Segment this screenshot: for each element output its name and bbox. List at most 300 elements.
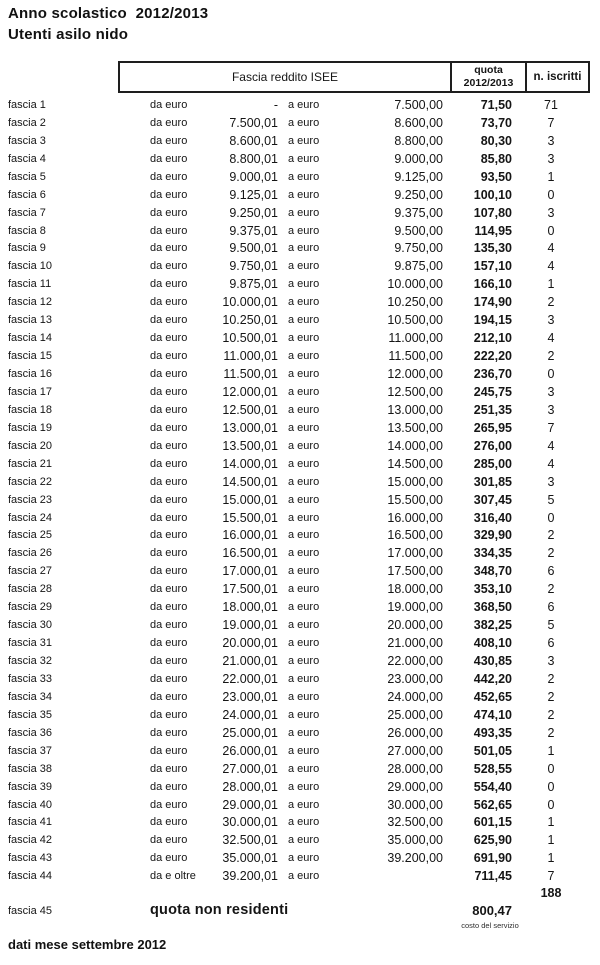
range-to-value: 32.500,00 [387, 815, 443, 830]
range-from-value: 15.000,01 [222, 492, 278, 507]
table-row [0, 222, 600, 240]
quota-value: 501,05 [473, 743, 512, 758]
fascia-label: fascia 12 [8, 296, 53, 309]
range-from-value: 14.000,01 [222, 456, 278, 471]
iscritti-value: 2 [547, 582, 555, 597]
range-from-value: 23.000,01 [222, 689, 278, 704]
range-to-value: 7.500,00 [394, 97, 443, 112]
range-from-value: 15.500,01 [222, 510, 278, 525]
range-from-label: da euro [150, 332, 188, 345]
range-to-value: 15.500,00 [387, 492, 443, 507]
range-to-value: 11.000,00 [388, 331, 443, 346]
range-from-value: 9.000,01 [229, 169, 278, 184]
range-from-value: 22.000,01 [222, 671, 278, 686]
iscritti-value: 4 [547, 456, 555, 471]
range-to-label: a euro [288, 368, 320, 381]
range-to-label: a euro [288, 170, 320, 183]
table-row [0, 867, 600, 885]
range-to-label: a euro [288, 403, 320, 416]
iscritti-value: 1 [547, 833, 555, 848]
fascia-label: fascia 22 [8, 475, 53, 488]
footer-note: dati mese settembre 2012 [8, 937, 167, 952]
range-from-value: 39.200,01 [222, 869, 278, 884]
quota-value: 100,10 [473, 187, 512, 202]
range-from-label: da euro [150, 188, 188, 201]
iscritti-value: 7 [547, 869, 555, 884]
range-to-value: 9.000,00 [394, 151, 443, 166]
iscritti-value: 6 [547, 564, 555, 579]
quota-value: 301,85 [473, 474, 512, 489]
range-to-value: 24.000,00 [387, 689, 443, 704]
quota-value: 625,90 [473, 833, 512, 848]
range-from-label: da euro [150, 475, 188, 488]
range-to-value: 8.600,00 [394, 115, 443, 130]
range-to-value: 8.800,00 [394, 133, 443, 148]
fascia-label: fascia 27 [8, 565, 53, 578]
iscritti-value: 2 [547, 707, 555, 722]
range-from-label: da euro [150, 547, 188, 560]
range-to-value: 39.200,00 [387, 851, 443, 866]
range-to-value: 9.375,00 [394, 205, 443, 220]
range-to-label: a euro [288, 457, 320, 470]
range-to-label: a euro [288, 708, 320, 721]
quota-value: 691,90 [473, 851, 512, 866]
fascia-label: fascia 40 [8, 798, 53, 811]
range-from-value: 18.000,01 [222, 600, 278, 615]
range-from-label: da euro [150, 655, 188, 668]
range-to-value: 17.000,00 [387, 546, 443, 561]
range-from-label: da euro [150, 762, 188, 775]
page-subtitle: Utenti asilo nido [8, 26, 129, 43]
range-to-label: a euro [288, 601, 320, 614]
iscritti-value: 1 [547, 743, 555, 758]
range-to-label: a euro [288, 98, 320, 111]
range-from-value: 9.750,01 [229, 259, 278, 274]
table-row [0, 204, 600, 222]
table-row [0, 329, 600, 347]
fascia-label: fascia 14 [8, 332, 53, 345]
range-to-label: a euro [288, 332, 320, 345]
table-row [0, 849, 600, 867]
table-row [0, 311, 600, 329]
range-to-value: 11.500,00 [388, 349, 443, 364]
range-to-label: a euro [288, 134, 320, 147]
header-fascia-reddito-isee: Fascia reddito ISEE [231, 70, 339, 84]
range-to-label: a euro [288, 744, 320, 757]
iscritti-value: 0 [547, 223, 555, 238]
range-to-value: 16.500,00 [387, 528, 443, 543]
range-to-value: 9.875,00 [394, 259, 443, 274]
quota-value: 157,10 [473, 259, 512, 274]
range-to-label: a euro [288, 798, 320, 811]
fascia-label: fascia 44 [8, 870, 53, 883]
range-to-label: a euro [288, 188, 320, 201]
range-to-label: a euro [288, 637, 320, 650]
range-to-label: a euro [288, 834, 320, 847]
iscritti-value: 3 [547, 151, 555, 166]
range-from-value: 20.000,01 [222, 636, 278, 651]
range-from-value: 9.500,01 [229, 241, 278, 256]
table-row [0, 240, 600, 258]
range-to-label: a euro [288, 385, 320, 398]
range-from-label: da euro [150, 439, 188, 452]
iscritti-value: 3 [547, 474, 555, 489]
range-from-label: da euro [150, 672, 188, 685]
fascia-label: fascia 45 [8, 905, 53, 917]
quota-value: 554,40 [473, 779, 512, 794]
quota-value: 452,65 [473, 689, 512, 704]
range-to-value: 30.000,00 [387, 797, 443, 812]
quota-value: 474,10 [473, 707, 512, 722]
iscritti-value: 5 [547, 492, 555, 507]
range-from-label: da euro [150, 744, 188, 757]
fascia-label: fascia 18 [8, 403, 53, 416]
table-row [0, 437, 600, 455]
quota-value: 107,80 [473, 205, 512, 220]
range-from-value: 16.500,01 [222, 546, 278, 561]
iscritti-value: 2 [547, 349, 555, 364]
total-iscritti-value: 188 [540, 886, 562, 900]
range-to-value: 14.500,00 [387, 456, 443, 471]
quota-value: 222,20 [473, 349, 512, 364]
fascia-label: fascia 41 [8, 816, 53, 829]
quota-value: 285,00 [473, 456, 512, 471]
range-to-value: 9.250,00 [394, 187, 443, 202]
fascia-label: fascia 16 [8, 368, 53, 381]
fascia-label: fascia 42 [8, 834, 53, 847]
range-to-value: 9.500,00 [394, 223, 443, 238]
range-to-label: a euro [288, 206, 320, 219]
fascia-label: fascia 24 [8, 511, 53, 524]
range-to-label: a euro [288, 350, 320, 363]
table-body [0, 96, 600, 885]
table-row [0, 257, 600, 275]
fascia-label: fascia 3 [8, 134, 46, 147]
range-to-value: 18.000,00 [387, 582, 443, 597]
range-from-value: 12.500,01 [222, 402, 278, 417]
range-to-value: 16.000,00 [387, 510, 443, 525]
range-to-value: 26.000,00 [387, 725, 443, 740]
table-row [0, 616, 600, 634]
fascia-label: fascia 43 [8, 852, 53, 865]
range-from-label: da euro [150, 152, 188, 165]
quota-value: 265,95 [473, 420, 512, 435]
iscritti-value: 1 [547, 277, 555, 292]
range-to-label: a euro [288, 547, 320, 560]
range-from-value: 10.500,01 [222, 331, 278, 346]
table-row [0, 455, 600, 473]
quota-value: 442,20 [473, 671, 512, 686]
fascia-label: fascia 29 [8, 601, 53, 614]
range-from-label: da euro [150, 116, 188, 129]
fascia-label: fascia 20 [8, 439, 53, 452]
range-from-value: 17.500,01 [222, 582, 278, 597]
iscritti-value: 3 [547, 313, 555, 328]
fascia-label: fascia 7 [8, 206, 46, 219]
table-row [0, 670, 600, 688]
iscritti-value: 4 [547, 438, 555, 453]
range-to-value: 10.250,00 [387, 295, 443, 310]
iscritti-value: 0 [547, 187, 555, 202]
iscritti-value: 7 [547, 420, 555, 435]
range-from-value: 10.000,01 [222, 295, 278, 310]
range-to-value: 9.125,00 [394, 169, 443, 184]
header-quota [450, 63, 525, 91]
range-from-label: da euro [150, 278, 188, 291]
table-header [118, 61, 590, 93]
table-row [0, 634, 600, 652]
range-from-label: da euro [150, 98, 188, 111]
fascia-label: fascia 11 [8, 278, 52, 291]
iscritti-value: 3 [547, 402, 555, 417]
table-row [0, 509, 600, 527]
range-to-label: a euro [288, 511, 320, 524]
range-to-label: a euro [288, 242, 320, 255]
range-from-label: da euro [150, 421, 188, 434]
range-to-label: a euro [288, 493, 320, 506]
table-row [0, 491, 600, 509]
range-to-label: a euro [288, 278, 320, 291]
range-from-value: - [273, 97, 278, 112]
non-residents-row [0, 902, 600, 920]
range-from-label: da euro [150, 314, 188, 327]
quota-value: 711,45 [474, 869, 512, 884]
quota-value: 528,55 [473, 761, 512, 776]
range-from-value: 9.250,01 [229, 205, 278, 220]
total-row [0, 886, 600, 900]
quota-value: 194,15 [473, 313, 512, 328]
range-from-label: da e oltre [150, 870, 196, 883]
range-to-label: a euro [288, 762, 320, 775]
table-row [0, 186, 600, 204]
table-row [0, 724, 600, 742]
range-from-label: da euro [150, 708, 188, 721]
range-from-label: da euro [150, 206, 188, 219]
range-from-label: da euro [150, 637, 188, 650]
range-from-label: da euro [150, 511, 188, 524]
fascia-label: fascia 30 [8, 619, 53, 632]
range-from-value: 13.500,01 [222, 438, 278, 453]
range-from-label: da euro [150, 134, 188, 147]
table-row [0, 544, 600, 562]
table-row [0, 293, 600, 311]
range-from-value: 10.250,01 [222, 313, 278, 328]
range-to-label: a euro [288, 439, 320, 452]
range-to-value: 9.750,00 [394, 241, 443, 256]
range-to-label: a euro [288, 296, 320, 309]
quota-value: 601,15 [473, 815, 512, 830]
table-row [0, 778, 600, 796]
range-to-label: a euro [288, 314, 320, 327]
fascia-label: fascia 31 [8, 637, 53, 650]
quota-value: 245,75 [473, 384, 512, 399]
range-from-label: da euro [150, 350, 188, 363]
range-from-value: 21.000,01 [222, 654, 278, 669]
range-from-value: 28.000,01 [222, 779, 278, 794]
range-from-value: 17.000,01 [222, 564, 278, 579]
iscritti-value: 4 [547, 259, 555, 274]
table-row [0, 706, 600, 724]
range-to-label: a euro [288, 816, 320, 829]
range-from-label: da euro [150, 852, 188, 865]
range-from-label: da euro [150, 619, 188, 632]
range-from-value: 9.875,01 [229, 277, 278, 292]
iscritti-value: 0 [547, 779, 555, 794]
range-from-value: 9.375,01 [229, 223, 278, 238]
table-row [0, 473, 600, 491]
quota-value: 73,70 [480, 115, 512, 130]
range-from-label: da euro [150, 385, 188, 398]
quota-value: 329,90 [473, 528, 512, 543]
quota-value: 114,95 [474, 223, 512, 238]
table-row [0, 527, 600, 545]
range-to-label: a euro [288, 870, 320, 883]
range-from-label: da euro [150, 601, 188, 614]
range-to-value: 13.500,00 [387, 420, 443, 435]
table-row [0, 383, 600, 401]
table-row [0, 150, 600, 168]
fascia-label: fascia 10 [8, 260, 53, 273]
range-to-label: a euro [288, 655, 320, 668]
iscritti-value: 5 [547, 618, 555, 633]
fascia-label: fascia 1 [8, 98, 46, 111]
quota-value: 71,50 [480, 97, 512, 112]
quota-value: 166,10 [473, 277, 512, 292]
range-to-value: 17.500,00 [387, 564, 443, 579]
range-to-value: 14.000,00 [387, 438, 443, 453]
range-to-value: 10.500,00 [387, 313, 443, 328]
table-row [0, 168, 600, 186]
iscritti-value: 6 [547, 636, 555, 651]
quota-value: 85,80 [480, 151, 512, 166]
range-to-label: a euro [288, 583, 320, 596]
range-to-label: a euro [288, 690, 320, 703]
quota-value: 251,35 [473, 402, 512, 417]
range-from-value: 13.000,01 [222, 420, 278, 435]
fascia-label: fascia 23 [8, 493, 53, 506]
table-row [0, 96, 600, 114]
header-quota-line2: 2012/2013 [463, 77, 514, 89]
iscritti-value: 3 [547, 133, 555, 148]
fascia-label: fascia 39 [8, 780, 53, 793]
range-to-label: a euro [288, 421, 320, 434]
quota-value: 236,70 [473, 367, 512, 382]
iscritti-value: 0 [547, 761, 555, 776]
fascia-label: fascia 21 [8, 457, 53, 470]
table-row [0, 831, 600, 849]
range-from-label: da euro [150, 834, 188, 847]
fascia-label: fascia 25 [8, 529, 53, 542]
quota-value: 562,65 [473, 797, 512, 812]
range-to-value: 20.000,00 [387, 618, 443, 633]
range-from-value: 9.125,01 [229, 187, 278, 202]
iscritti-value: 6 [547, 600, 555, 615]
quota-value: 408,10 [473, 636, 512, 651]
range-from-label: da euro [150, 368, 188, 381]
table-row [0, 419, 600, 437]
range-from-value: 26.000,01 [222, 743, 278, 758]
iscritti-value: 2 [547, 546, 555, 561]
range-from-value: 14.500,01 [222, 474, 278, 489]
iscritti-value: 1 [547, 169, 555, 184]
range-from-label: da euro [150, 224, 188, 237]
range-from-value: 32.500,01 [222, 833, 278, 848]
quota-value: 353,10 [473, 582, 512, 597]
table-row [0, 760, 600, 778]
iscritti-value: 2 [547, 689, 555, 704]
iscritti-value: 3 [547, 384, 555, 399]
range-from-value: 35.000,01 [222, 851, 278, 866]
range-from-label: da euro [150, 457, 188, 470]
quota-value: 307,45 [473, 492, 512, 507]
fascia-label: fascia 34 [8, 690, 53, 703]
fascia-label: fascia 15 [8, 350, 53, 363]
range-from-value: 30.000,01 [222, 815, 278, 830]
fascia-label: fascia 28 [8, 583, 53, 596]
fascia-label: fascia 38 [8, 762, 53, 775]
range-to-value: 28.000,00 [387, 761, 443, 776]
non-residents-quota-value: 800,47 [472, 903, 512, 918]
table-row [0, 742, 600, 760]
iscritti-value: 2 [547, 725, 555, 740]
range-from-value: 27.000,01 [222, 761, 278, 776]
fascia-label: fascia 4 [8, 152, 46, 165]
cost-of-service-note: costo del servizio [461, 921, 519, 930]
iscritti-value: 2 [547, 528, 555, 543]
range-from-label: da euro [150, 296, 188, 309]
range-from-label: da euro [150, 798, 188, 811]
table-row [0, 114, 600, 132]
range-from-value: 8.800,01 [229, 151, 278, 166]
fascia-label: fascia 13 [8, 314, 53, 327]
quota-value: 430,85 [473, 654, 512, 669]
table-row [0, 347, 600, 365]
fascia-label: fascia 37 [8, 744, 53, 757]
table-row [0, 401, 600, 419]
fascia-label: fascia 6 [8, 188, 46, 201]
table-row [0, 814, 600, 832]
header-quota-line1: quota [474, 63, 503, 76]
range-from-value: 16.000,01 [222, 528, 278, 543]
range-from-label: da euro [150, 260, 188, 273]
fascia-label: fascia 8 [8, 224, 46, 237]
table-row [0, 688, 600, 706]
iscritti-value: 3 [547, 654, 555, 669]
table-row [0, 365, 600, 383]
iscritti-value: 0 [547, 367, 555, 382]
range-to-label: a euro [288, 116, 320, 129]
range-to-label: a euro [288, 565, 320, 578]
range-to-value: 25.000,00 [387, 707, 443, 722]
non-residents-label: quota non residenti [150, 902, 289, 918]
table-row [0, 580, 600, 598]
range-from-label: da euro [150, 780, 188, 793]
range-from-label: da euro [150, 726, 188, 739]
quota-value: 348,70 [473, 564, 512, 579]
iscritti-value: 0 [547, 510, 555, 525]
range-to-label: a euro [288, 475, 320, 488]
quota-value: 382,25 [473, 618, 512, 633]
range-from-value: 11.000,01 [223, 349, 278, 364]
iscritti-value: 4 [547, 331, 555, 346]
table-row [0, 275, 600, 293]
range-to-value: 19.000,00 [387, 600, 443, 615]
range-from-value: 19.000,01 [222, 618, 278, 633]
range-from-value: 8.600,01 [229, 133, 278, 148]
range-to-value: 10.000,00 [387, 277, 443, 292]
range-to-label: a euro [288, 529, 320, 542]
range-from-value: 11.500,01 [223, 367, 278, 382]
